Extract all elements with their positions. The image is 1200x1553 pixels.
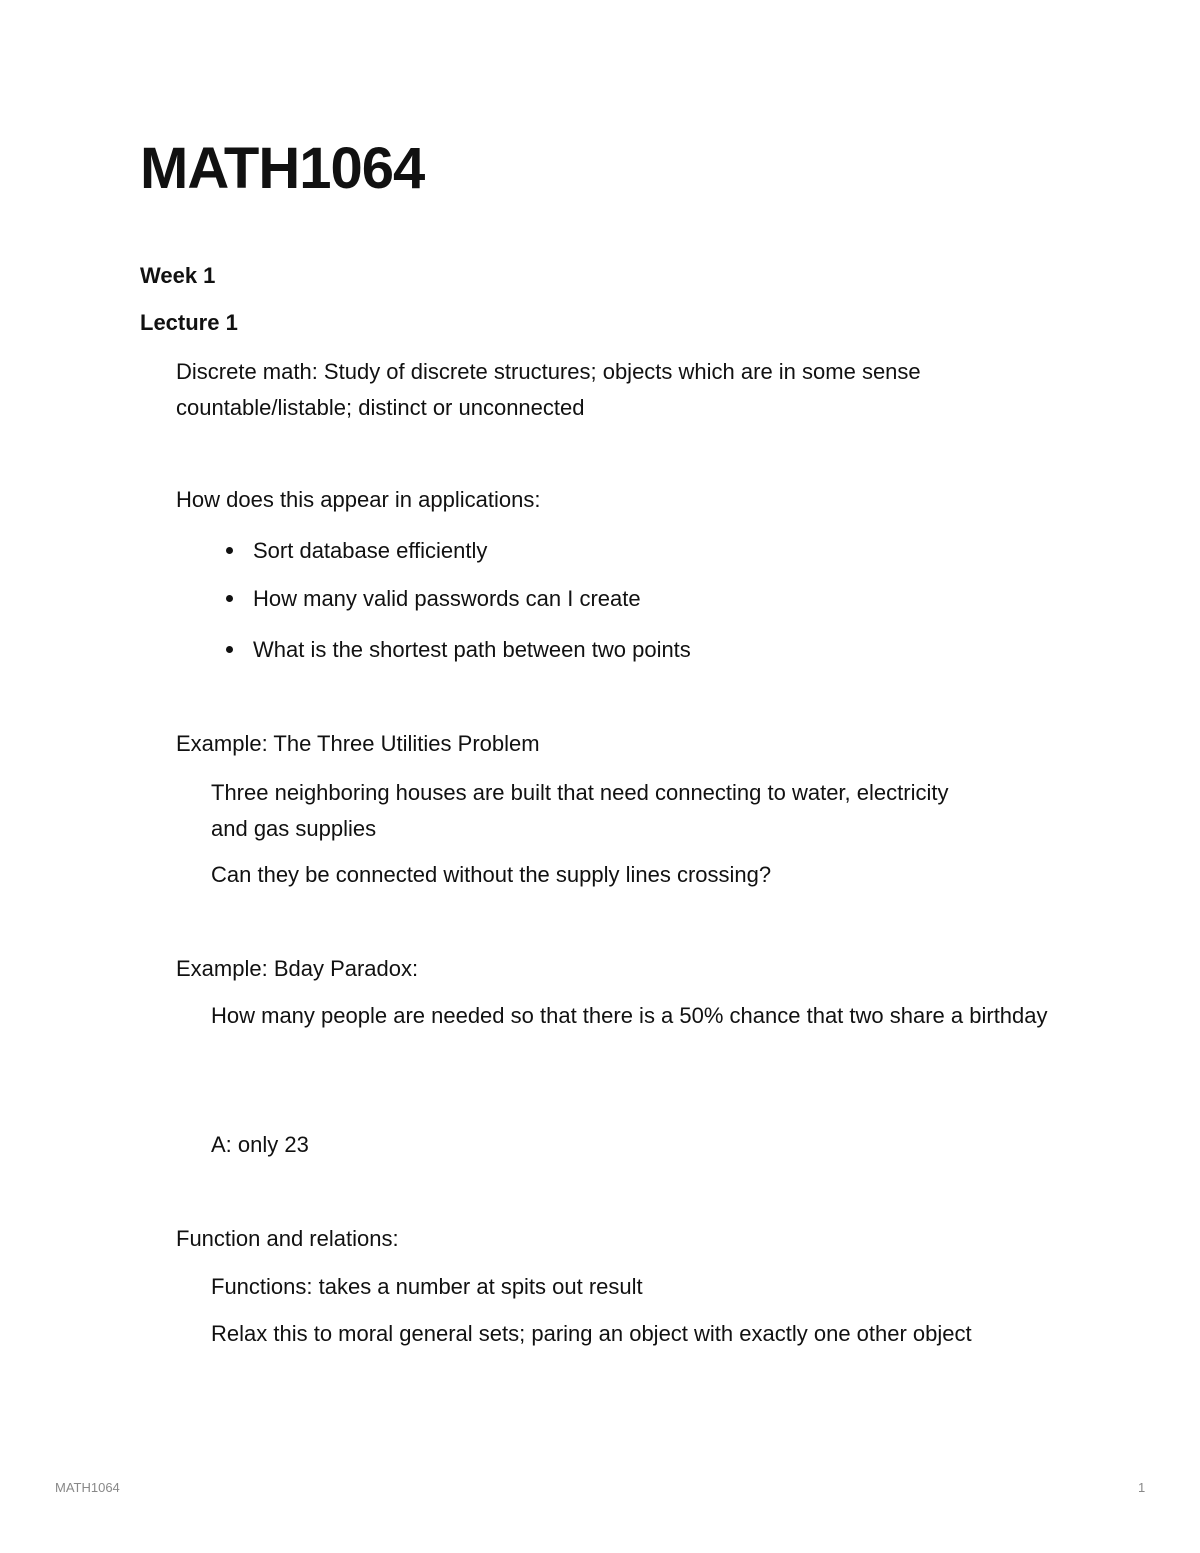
functions-heading: Function and relations: <box>176 1226 399 1251</box>
list-item <box>226 632 691 668</box>
page-title: MATH1064 <box>140 136 425 201</box>
list-item-text: What is the shortest path between two points <box>253 637 691 662</box>
list-item <box>226 533 487 569</box>
functions-relations: Relax this to moral general sets; paring an object with exactly one other object <box>211 1321 972 1346</box>
list-item-text: Sort database efficiently <box>253 538 488 563</box>
example2-question: How many people are needed so that there is a 50% chance that two share a birthday <box>211 1003 1048 1028</box>
example1-question: Can they be connected without the supply lines crossing? <box>211 862 772 887</box>
example2-answer: A: only 23 <box>211 1132 309 1157</box>
lecture-heading: Lecture 1 <box>140 310 238 335</box>
example1-heading: Example: The Three Utilities Problem <box>176 731 540 756</box>
list-item <box>226 581 641 617</box>
footer-course: MATH1064 <box>55 1480 120 1495</box>
example1-text: Three neighboring houses are built that need connecting to water, electricity and gas supplies <box>211 780 949 841</box>
bullet-icon <box>226 646 233 653</box>
definition-text: Discrete math: Study of discrete structures; objects which are in some sense countable/listable; distinct or unconnected <box>176 359 921 420</box>
list-item-text: How many valid passwords can I create <box>253 586 641 611</box>
bullet-icon <box>226 595 233 602</box>
week-heading: Week 1 <box>140 263 216 288</box>
example2-heading: Example: Bday Paradox: <box>176 956 419 981</box>
applications-heading: How does this appear in applications: <box>176 487 541 512</box>
footer-page-number: 1 <box>1138 1480 1146 1495</box>
bullet-icon <box>226 547 233 554</box>
functions-definition: Functions: takes a number at spits out result <box>211 1274 643 1299</box>
